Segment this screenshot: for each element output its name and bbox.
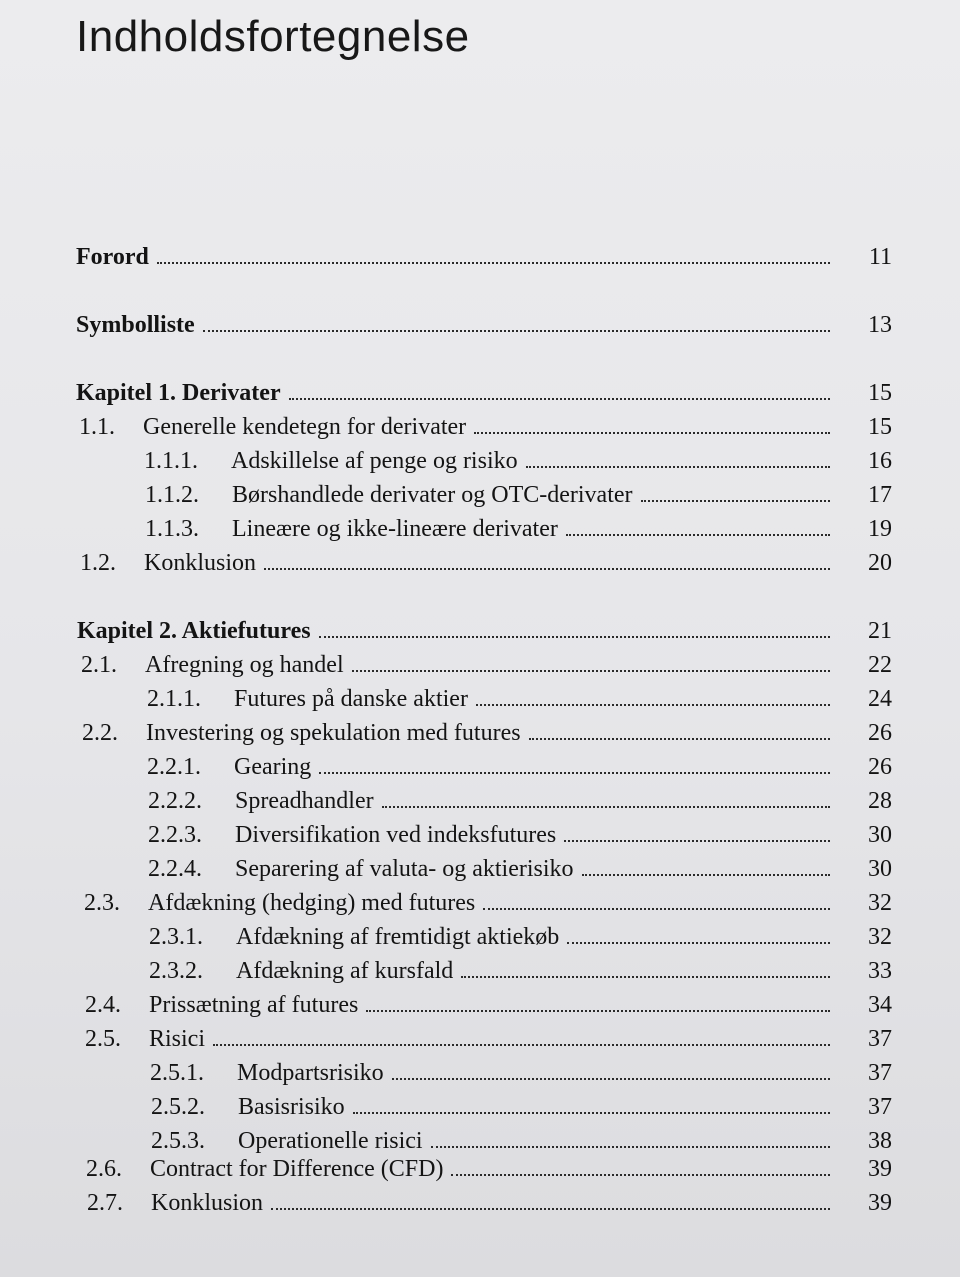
dot-leader [366,1010,830,1012]
dot-leader [641,500,830,502]
toc-entry-page: 39 [868,1190,892,1216]
dot-leader [564,840,830,842]
dot-leader [392,1078,830,1080]
toc-entry-title: Afregning og handel [145,652,344,678]
dot-leader [431,1146,830,1148]
dot-leader [264,568,830,570]
toc-entry-page: 26 [868,754,892,780]
toc-entry-title: Kapitel 2. Aktiefutures [77,618,311,644]
dot-leader [461,976,830,978]
toc-entry-page: 30 [868,856,892,882]
toc-entry-page: 30 [868,822,892,848]
toc-entry-title: Risici [149,1026,206,1052]
toc-entry-number: 1.1.2. [145,482,199,508]
toc-entry-number: 2.5. [85,1026,121,1052]
toc-entry [0,376,960,410]
toc-entry-page: 15 [868,380,892,406]
dot-leader [353,1112,830,1114]
toc-entry-number: 2.2.3. [148,822,202,848]
toc-entry [0,1056,960,1090]
toc-entry-page: 15 [868,414,892,440]
toc-entry [0,750,960,784]
toc-entry-title: Afdækning af fremtidigt aktiekøb [236,924,560,950]
toc-entry-number: 2.7. [87,1190,123,1216]
toc-entry-page: 37 [868,1026,892,1052]
toc-entry [0,410,960,444]
page-title: Indholdsfortegnelse [76,12,470,61]
toc-entry-title: Symbolliste [76,312,195,338]
toc-entry [0,240,960,274]
toc-entry [0,886,960,920]
toc-entry-title: Konklusion [144,550,257,576]
toc-entry-page: 37 [868,1094,892,1120]
dot-leader [476,704,830,706]
dot-leader [483,908,830,910]
toc-entry-number: 2.3. [84,890,120,916]
toc-entry [0,614,960,648]
dot-leader [319,636,830,638]
toc-entry-page: 17 [868,482,892,508]
toc-entry [0,444,960,478]
toc-entry-title: Modpartsrisiko [237,1060,384,1086]
toc-entry [0,818,960,852]
toc-entry-number: 2.1.1. [147,686,201,712]
toc-entry-number: 2.4. [85,992,121,1018]
dot-leader [582,874,830,876]
toc-entry-number: 2.5.1. [150,1060,204,1086]
toc-entry-page: 24 [868,686,892,712]
dot-leader [157,262,830,264]
toc-entry-page: 22 [868,652,892,678]
toc-entry-page: 38 [868,1128,892,1154]
toc-entry [0,308,960,342]
toc-entry-number: 2.2.4. [148,856,202,882]
toc-entry-page: 32 [868,924,892,950]
dot-leader [213,1044,830,1046]
toc-entry-number: 2.2. [82,720,118,746]
toc-entry-page: 34 [868,992,892,1018]
toc-entry-title: Contract for Difference (CFD) [150,1156,444,1182]
toc-entry [0,784,960,818]
toc-entry-page: 39 [868,1156,892,1182]
toc-entry-page: 32 [868,890,892,916]
toc-entry-title: Separering af valuta- og aktierisiko [235,856,574,882]
toc-entry-title: Forord [76,244,149,270]
dot-leader [271,1208,830,1210]
toc-entry-title: Adskillelse af penge og risiko [231,448,518,474]
toc-entry-title: Afdækning (hedging) med futures [148,890,476,916]
dot-leader [567,942,830,944]
toc-entry [0,1022,960,1056]
toc-entry-number: 2.1. [81,652,117,678]
toc-entry-page: 13 [868,312,892,338]
toc-entry-title: Futures på danske aktier [234,686,468,712]
toc-entry [0,852,960,886]
toc-entry [0,1186,960,1220]
toc-entry-title: Basisrisiko [238,1094,345,1120]
toc-entry-title: Lineære og ikke-lineære derivater [232,516,558,542]
toc-entry-title: Generelle kendetegn for derivater [143,414,467,440]
toc-entry-number: 1.1.3. [145,516,199,542]
toc-entry-number: 2.5.2. [151,1094,205,1120]
toc-entry [0,716,960,750]
toc-entry [0,546,960,580]
dot-leader [203,330,830,332]
toc-entry-page: 21 [868,618,892,644]
toc-entry [0,648,960,682]
toc-entry-title: Kapitel 1. Derivater [76,380,281,406]
toc-entry-number: 2.2.2. [148,788,202,814]
dot-leader [352,670,830,672]
toc-entry [0,988,960,1022]
toc-entry-number: 2.5.3. [151,1128,205,1154]
toc-entry-page: 19 [868,516,892,542]
toc-entry-number: 1.1.1. [144,448,198,474]
toc-entry [0,954,960,988]
toc-entry-title: Afdækning af kursfald [236,958,454,984]
toc-entry-number: 1.2. [80,550,116,576]
toc-entry-number: 2.3.2. [149,958,203,984]
toc-entry-page: 11 [868,244,892,270]
toc-entry [0,682,960,716]
dot-leader [319,772,830,774]
dot-leader [474,432,830,434]
toc-entry-title: Spreadhandler [235,788,374,814]
toc-entry-title: Børshandlede derivater og OTC-derivater [232,482,633,508]
toc-entry-number: 2.3.1. [149,924,203,950]
dot-leader [566,534,830,536]
dot-leader [529,738,830,740]
toc-entry-number: 2.2.1. [147,754,201,780]
toc-entry [0,478,960,512]
dot-leader [289,398,830,400]
toc-entry [0,1152,960,1186]
toc-entry-number: 1.1. [79,414,115,440]
toc-entry-page: 33 [868,958,892,984]
toc-entry-title: Gearing [234,754,312,780]
toc-entry-page: 16 [868,448,892,474]
toc-entry-page: 20 [868,550,892,576]
toc-entry-title: Konklusion [151,1190,264,1216]
dot-leader [382,806,830,808]
toc-entry-number: 2.6. [86,1156,122,1182]
dot-leader [451,1174,830,1176]
toc-entry-title: Prissætning af futures [149,992,359,1018]
toc-entry-title: Operationelle risici [238,1128,423,1154]
toc-entry [0,1090,960,1124]
dot-leader [526,466,830,468]
toc-entry-title: Diversifikation ved indeksfutures [235,822,557,848]
toc-entry [0,920,960,954]
toc-entry-page: 37 [868,1060,892,1086]
toc-entry-page: 28 [868,788,892,814]
toc-entry [0,512,960,546]
toc-entry-title: Investering og spekulation med futures [146,720,521,746]
toc-entry-page: 26 [868,720,892,746]
